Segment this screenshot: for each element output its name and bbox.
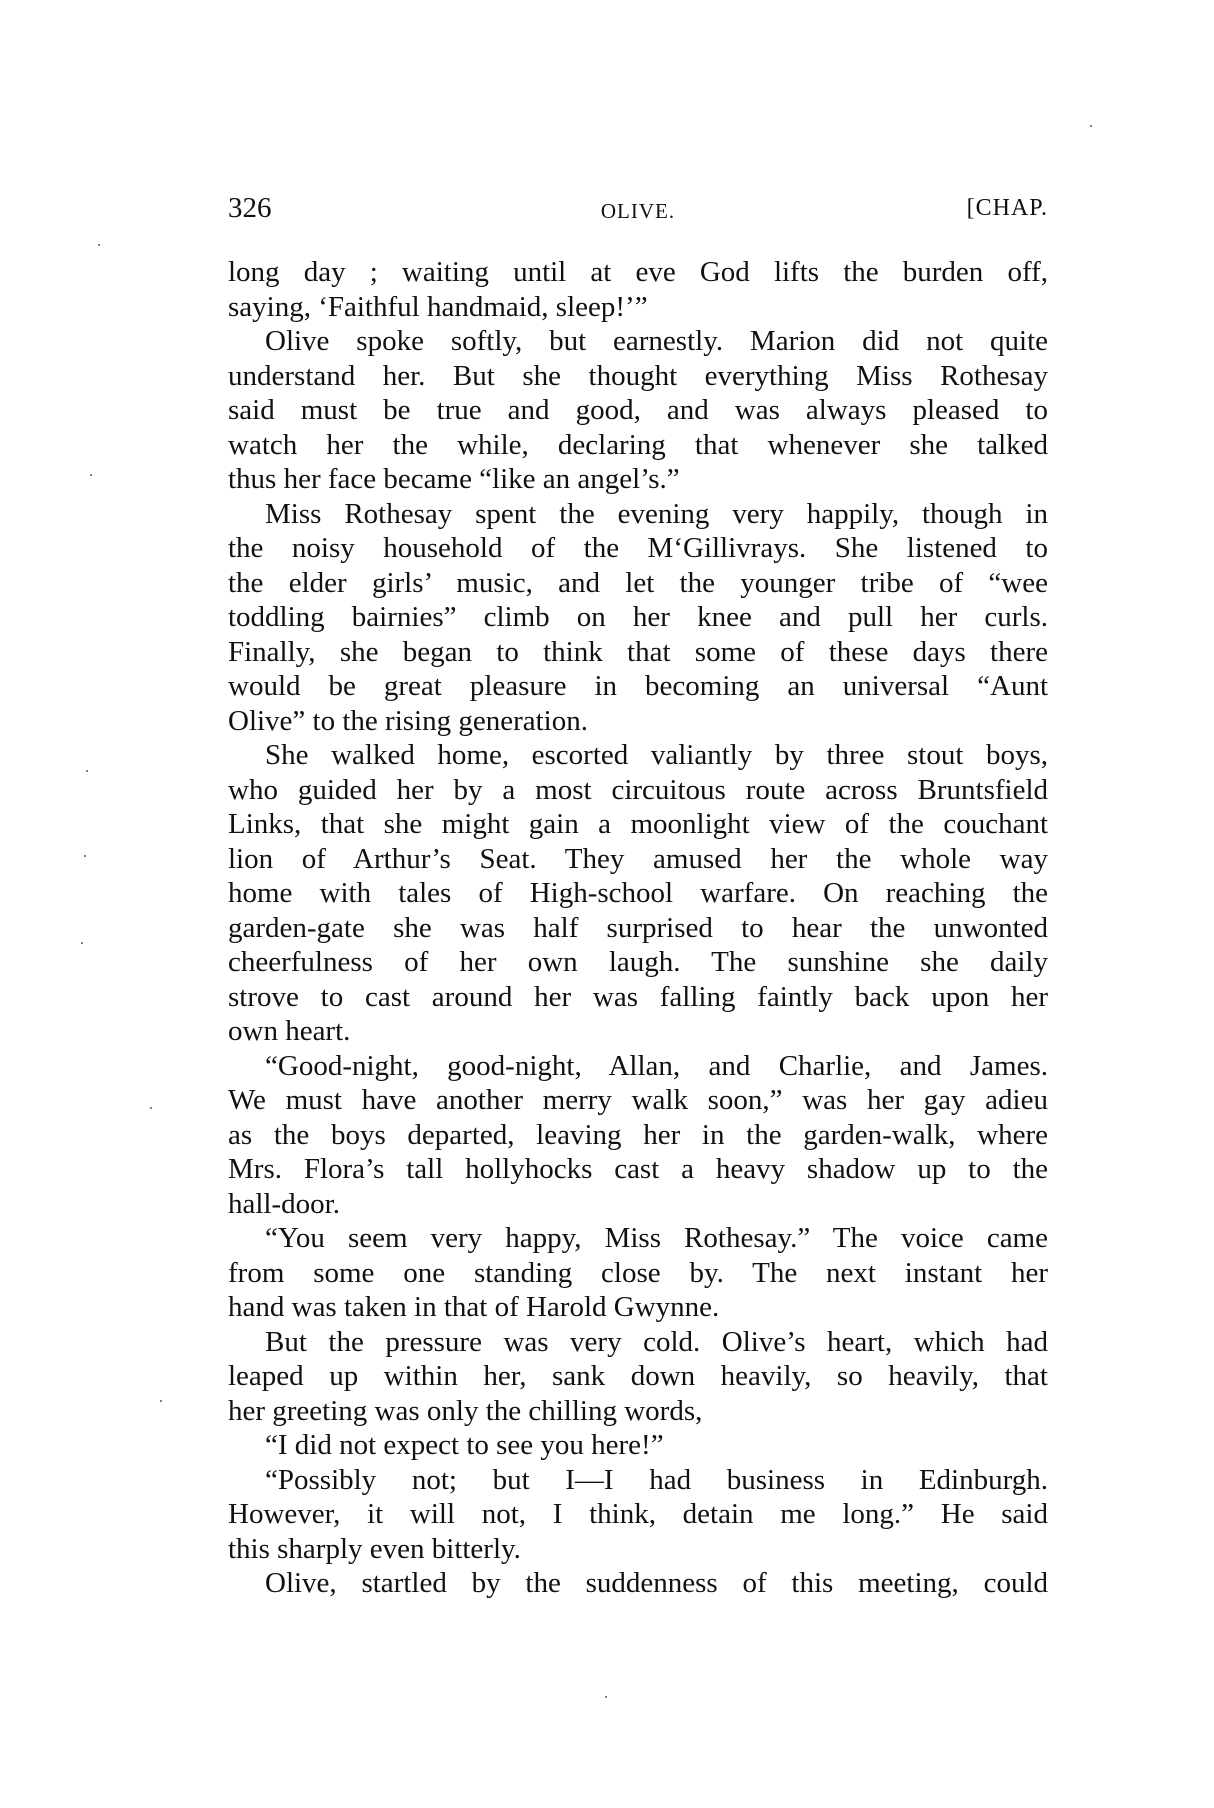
scan-speck — [84, 855, 86, 857]
text-line: as the boys departed, leaving her in the garden-walk, where — [228, 1118, 1048, 1151]
text-line: “You seem very happy, Miss Rothesay.” The voice came — [265, 1222, 1048, 1254]
scan-speck — [81, 942, 83, 944]
text-line: lion of Arthur’s Seat. They amused her the whole way — [228, 842, 1048, 875]
scan-speck — [1090, 125, 1092, 127]
text-line: toddling bairnies” climb on her knee and pull her curls. — [228, 601, 1048, 633]
scan-speck — [90, 474, 92, 476]
text-line: She walked home, escorted valiantly by three stout boys, — [265, 739, 1048, 771]
text-line: However, it will not, I think, detain me long.” He said — [228, 1498, 1048, 1530]
text-line: Mrs. Flora’s tall hollyhocks cast a heavy shadow up to the — [228, 1153, 1048, 1185]
text-line: her greeting was only the chilling words, — [228, 1394, 703, 1427]
text-line: long day ; waiting until at eve God lifts the burden off, — [228, 256, 1048, 288]
text-line: But the pressure was very cold. Olive’s heart, which had — [265, 1325, 1048, 1358]
running-title: OLIVE. — [600, 199, 676, 223]
text-line: watch her the while, declaring that whenever she talked — [228, 428, 1048, 461]
body-text — [228, 255, 1048, 1601]
text-line: the noisy household of the M‘Gillivrays. She listened to — [228, 532, 1048, 564]
text-line: Miss Rothesay spent the evening very happily, though in — [265, 497, 1048, 530]
text-line: hand was taken in that of Harold Gwynne. — [228, 1291, 720, 1323]
scan-speck — [160, 1400, 162, 1402]
text-line: “Good-night, good-night, Allan, and Charlie, and James. — [265, 1049, 1048, 1082]
scan-speck — [605, 1696, 607, 1698]
text-line: We must have another merry walk soon,” was her gay adieu — [228, 1084, 1048, 1116]
text-line: from some one standing close by. The next instant her — [228, 1256, 1048, 1289]
text-line: Olive” to the rising generation. — [228, 704, 588, 737]
text-line: home with tales of High-school warfare. On reaching the — [228, 877, 1048, 909]
text-line: said must be true and good, and was always pleased to — [228, 394, 1048, 426]
text-line: Olive, startled by the suddenness of this meeting, could — [265, 1567, 1048, 1599]
text-line: Finally, she began to think that some of these days there — [228, 635, 1048, 668]
page-header — [228, 188, 1048, 228]
text-line: leaped up within her, sank down heavily, so heavily, that — [228, 1360, 1048, 1392]
text-line: “I did not expect to see you here!” — [265, 1429, 664, 1461]
text-line: this sharply even bitterly. — [228, 1532, 521, 1565]
text-line: cheerfulness of her own laugh. The sunshine she daily — [228, 946, 1048, 978]
text-line: garden-gate she was half surprised to hear the unwonted — [228, 911, 1048, 944]
text-line: saying, ‘Faithful handmaid, sleep!’” — [228, 290, 648, 323]
scan-speck — [98, 244, 100, 246]
text-line: thus her face became “like an angel’s.” — [228, 463, 680, 495]
text-line: the elder girls’ music, and let the younger tribe of “wee — [228, 566, 1048, 599]
page-number: 326 — [228, 192, 272, 224]
chapter-label: [CHAP. — [966, 195, 1048, 221]
text-line: hall-door. — [228, 1187, 340, 1220]
scan-speck — [150, 1107, 152, 1109]
scan-speck — [86, 770, 88, 772]
text-line: “Possibly not; but I—I had business in Edinburgh. — [265, 1463, 1048, 1496]
text-line: understand her. But she thought everything Miss Rothesay — [228, 359, 1048, 392]
text-line: Olive spoke softly, but earnestly. Marion did not quite — [265, 325, 1048, 357]
text-line: Links, that she might gain a moonlight view of the couchant — [228, 808, 1048, 840]
text-line: own heart. — [228, 1015, 351, 1047]
text-line: who guided her by a most circuitous route across Bruntsfield — [228, 773, 1048, 806]
text-line: strove to cast around her was falling faintly back upon her — [228, 980, 1048, 1013]
text-line: would be great pleasure in becoming an universal “Aunt — [228, 670, 1048, 702]
